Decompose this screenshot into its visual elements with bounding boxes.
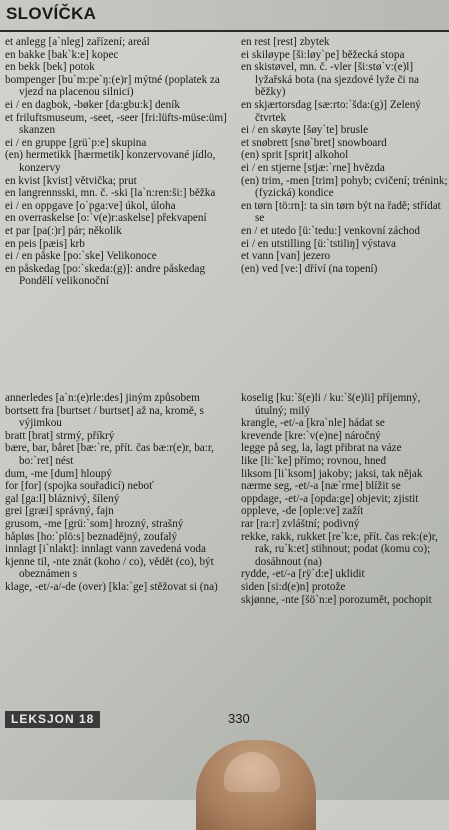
vocab-entry: (en) ved [ve:] dříví (na topení) — [241, 262, 378, 275]
vocab-entry: annerledes [a`n:(e)rle:des] jiným způsobem — [5, 392, 200, 404]
vocab-entry: et vann [van] jezero — [241, 250, 331, 263]
vocab-entry: rar [ra:r] zvláštní; podivný — [241, 517, 360, 530]
vocab-entry: en overraskelse [o:`v(e)r:askelse] překvapení — [5, 212, 207, 225]
page-number: 330 — [228, 711, 250, 726]
page-title: SLOVÍČKA — [6, 4, 97, 23]
vocab-entry: et anlegg [a`nleg] zařízení; areál — [5, 36, 150, 48]
right-column-bottom — [241, 392, 449, 606]
vocab-entry: krevende [kre:`v(e)ne] náročný — [241, 429, 381, 442]
vocab-entry: innlagt [i`nlakt]: innlagt vann zavedená voda — [5, 543, 206, 556]
vocab-entry: en rest [rest] zbytek — [241, 36, 330, 48]
vocab-entry: grei [græi] správný, fajn — [5, 505, 114, 518]
lesson-label: LEKSJON 18 — [5, 711, 100, 728]
vocab-entry: en kvist [kvist] větvička; prut — [5, 174, 137, 187]
vocab-entry: dum, -me [dum] hloupý — [5, 467, 112, 480]
vocab-entry: bompenger [bu`m:pe`ŋ:(e)r] mýtné (poplatek za vjezd na placenou silnici) — [5, 73, 220, 99]
vocab-entry: legge på seg, la, lagt přibrat na váze — [241, 442, 402, 455]
vocab-entry: siden [si:d(e)n] protože — [241, 580, 346, 593]
vocab-entry: en / et utedo [ü:`tedu:] venkovní záchod — [241, 224, 420, 237]
vocab-entry: ei / en påske [po:`ske] Velikonoce — [5, 250, 157, 263]
vocab-entry: ei skiløype [ši:løy`pe] běžecká stopa — [241, 48, 405, 61]
vocab-entry: en bakke [bak`k:e] kopec — [5, 48, 119, 61]
vocab-entry: (en) hermetikk [hærmetik] konzervované jídlo, konzervy — [5, 149, 216, 174]
vocab-entry: en skistøvel, mn. č. -vler [ši:stø`v:(e)l] lyžařská bota (na sjezdové lyže či na běžky) — [241, 61, 420, 99]
left-column-top — [5, 36, 237, 288]
vocab-entry: en påskedag [po:`skeda:(g)]: andre påskedag Pondělí velikonoční — [5, 262, 206, 288]
vocab-entry: et snøbrett [snø`bret] snowboard — [241, 136, 387, 149]
vocab-entry: ei / en skøyte [šøy`te] brusle — [241, 124, 369, 137]
vocab-entry: ei / en oppgave [o`pga:ve] úkol, úloha — [5, 199, 176, 212]
vocab-entry: grusom, -me [grü:`som] hrozný, strašný — [5, 517, 184, 530]
vocab-entry: håpløs [ho:`plö:s] beznadějný, zoufalý — [5, 530, 178, 543]
vocab-entry: et friluftsmuseum, -seet, -seer [fri:lüfts-müse:üm] skanzen — [5, 111, 227, 137]
vocab-entry: en langrennsski, mn. č. -ski [la`n:ren:ši:] běžka — [5, 187, 216, 200]
vocab-entry: en peis [pæis] krb — [5, 237, 85, 250]
vocab-entry: gal [ga:l] bláznivý, šílený — [5, 492, 120, 505]
vocab-entry: ei / en dagbok, -bøker [da:gbu:k] deník — [5, 98, 180, 111]
vocab-entry: oppdage, -et/-a [opda:ge] objevit; zjistit — [241, 492, 419, 505]
vocab-entry: en bekk [bek] potok — [5, 61, 95, 74]
vocab-entry: klage, -et/-a/-de (over) [kla:`ge] stěžovat si (na) — [5, 580, 218, 593]
vocab-entry: oppleve, -de [ople:ve] zažít — [241, 505, 364, 518]
vocab-entry: krangle, -et/-a [kra`nle] hádat se — [241, 417, 385, 430]
vocab-entry: rydde, -et/-a [rÿ`d:e] uklidit — [241, 568, 365, 581]
vocab-entry: en skjærtorsdag [sæ:rto:`šda:(g)] Zelený čtvrtek — [241, 98, 421, 124]
left-column-bottom — [5, 392, 237, 594]
vocab-entry: liksom [li`ksom] jakoby; jaksi, tak nějak — [241, 467, 423, 480]
vocab-entry: for [for] (spojka souřadicí) neboť — [5, 480, 154, 493]
vocab-entry: bære, bar, båret [bæ:`re, přít. čas bæ:r(e)r, ba:r, bo:`ret] nést — [5, 442, 214, 467]
vocab-entry: ei / en stjerne [stjæ:`rne] hvězda — [241, 161, 385, 174]
vocab-entry: bortsett fra [burtset / burtset] až na, kromě, s výjimkou — [5, 404, 204, 430]
vocab-entry: bratt [brat] strmý, příkrý — [5, 429, 115, 442]
vocab-entry: like [li:`ke] přímo; rovnou, hned — [241, 454, 387, 467]
vocab-entry: et par [pa(:)r] pár; několik — [5, 224, 122, 237]
vocab-entry: ei / en utstilling [ü:`tstiliŋ] výstava — [241, 237, 396, 250]
header-rule — [0, 30, 449, 32]
page-header — [0, 0, 449, 30]
vocab-entry: nærme seg, -et/-a [næ`rme] blížit se — [241, 480, 401, 493]
right-column-top — [241, 36, 449, 275]
vocab-entry: (en) sprit [sprit] alkohol — [241, 149, 349, 162]
vocab-entry: kjenne til, -nte znát (koho / co), vědět (co), být obeznámen s — [5, 555, 214, 581]
vocab-entry: (en) trim, -men [trim] pohyb; cvičení; trénink; (fyzická) kondice — [241, 174, 448, 200]
vocab-entry: en tørn [tö:rn]: ta sin tørn být na řadě; střídat se — [241, 199, 441, 225]
vocab-entry: skjønne, -nte [šö`n:e] porozumět, pochopit — [241, 593, 432, 606]
vocab-entry: koselig [ku:`š(e)li / ku:`š(e)li] příjemný, útulný; milý — [241, 392, 421, 417]
vocab-entry: ei / en gruppe [grü`p:e] skupina — [5, 136, 147, 149]
vocab-entry: rekke, rakk, rukket [re`k:e, přít. čas rek:(e)r, rak, ru`k:et] stihnout; podat (komu co); dosáhnout (na) — [241, 530, 438, 568]
